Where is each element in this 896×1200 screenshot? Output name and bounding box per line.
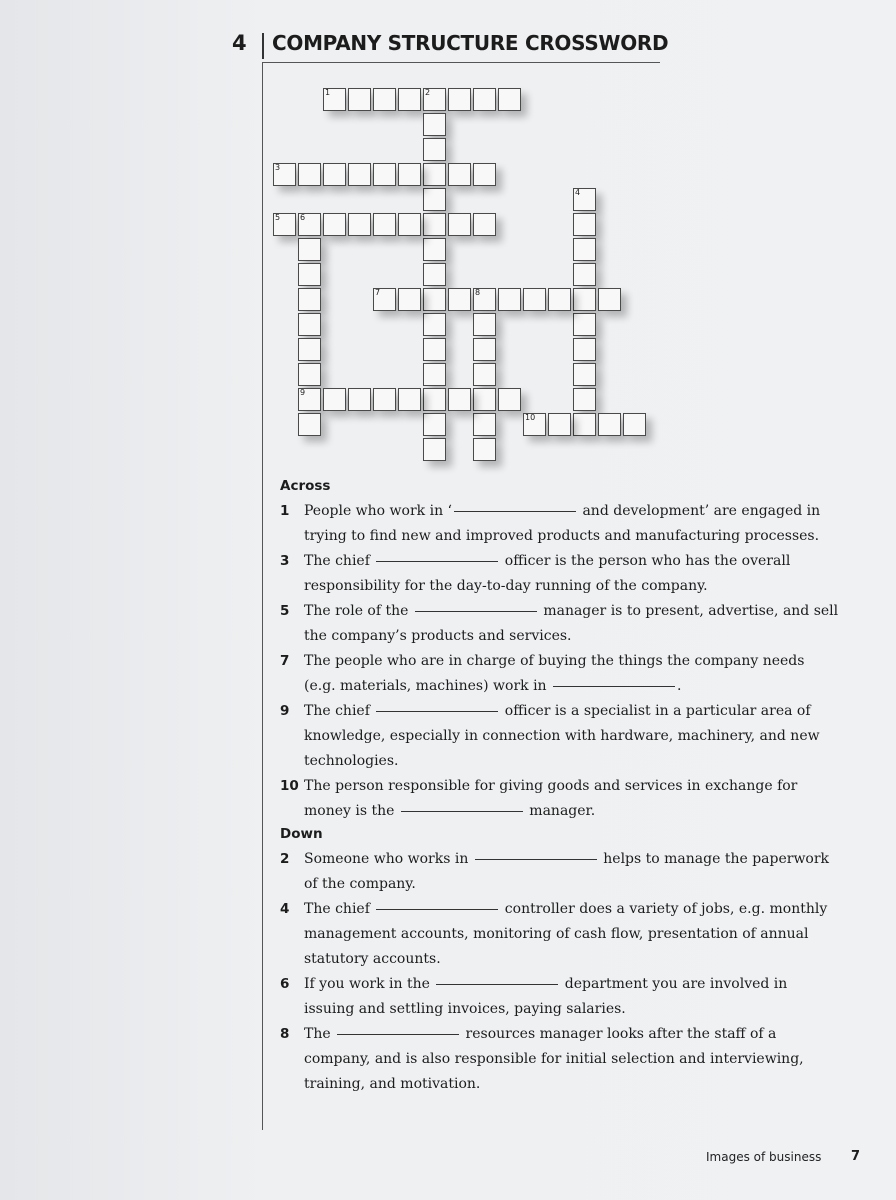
clue-item (280, 499, 840, 549)
crossword-cell[interactable] (498, 388, 521, 411)
crossword-cell[interactable] (373, 388, 396, 411)
crossword-cell[interactable] (423, 313, 446, 336)
answer-blank[interactable] (401, 810, 523, 812)
crossword-cell[interactable] (423, 163, 446, 186)
crossword-cell[interactable] (298, 288, 321, 311)
clue-item (280, 897, 840, 972)
crossword-cell[interactable] (448, 163, 471, 186)
clue-number: 7 (280, 653, 290, 669)
clue-number: 1 (280, 503, 290, 519)
crossword-cell[interactable] (373, 163, 396, 186)
clue-number-label: 3 (275, 163, 281, 172)
crossword-cell[interactable] (423, 88, 446, 111)
crossword-cell[interactable] (573, 313, 596, 336)
crossword-cell[interactable] (473, 388, 496, 411)
crossword-cell[interactable] (423, 188, 446, 211)
crossword-cell[interactable] (298, 413, 321, 436)
crossword-cell[interactable] (598, 288, 621, 311)
clue-text-before-blank: Someone who works in (304, 851, 473, 867)
answer-blank[interactable] (415, 610, 537, 612)
crossword-cell[interactable] (323, 88, 346, 111)
clue-text-before-blank: The (304, 1026, 336, 1042)
crossword-cell[interactable] (423, 113, 446, 136)
crossword-cell[interactable] (573, 363, 596, 386)
across-clue-list (280, 499, 840, 824)
clue-number: 3 (280, 553, 290, 569)
crossword-grid (0, 0, 896, 470)
clue-text-after-blank: officer is the person who has the overall responsibility for the day-to-day running of the company. (304, 553, 791, 594)
answer-blank[interactable] (376, 908, 498, 910)
crossword-cell[interactable] (573, 188, 596, 211)
crossword-cell[interactable] (473, 438, 496, 461)
across-heading: Across (280, 478, 331, 494)
crossword-cell[interactable] (373, 213, 396, 236)
clue-item (280, 549, 840, 599)
clue-number-label: 4 (575, 188, 581, 197)
crossword-cell[interactable] (398, 288, 421, 311)
crossword-cell[interactable] (423, 438, 446, 461)
crossword-cell[interactable] (573, 413, 596, 436)
crossword-cell[interactable] (423, 388, 446, 411)
crossword-cell[interactable] (398, 163, 421, 186)
answer-blank[interactable] (376, 710, 498, 712)
crossword-cell[interactable] (423, 288, 446, 311)
crossword-cell[interactable] (523, 413, 546, 436)
crossword-cell[interactable] (323, 388, 346, 411)
crossword-cell[interactable] (348, 88, 371, 111)
crossword-cell[interactable] (473, 313, 496, 336)
clue-number-label: 7 (375, 288, 381, 297)
crossword-cell[interactable] (473, 163, 496, 186)
crossword-cell[interactable] (423, 213, 446, 236)
crossword-cell[interactable] (348, 388, 371, 411)
crossword-cell[interactable] (623, 413, 646, 436)
footer-section-title: Images of business (706, 1150, 822, 1164)
clue-number: 2 (280, 851, 290, 867)
crossword-cell[interactable] (348, 163, 371, 186)
clue-number-label: 2 (425, 88, 431, 97)
clue-item (280, 599, 840, 649)
crossword-cell[interactable] (298, 388, 321, 411)
crossword-cell[interactable] (573, 338, 596, 361)
clue-item (280, 649, 840, 699)
clue-text-after-blank: . (677, 678, 682, 694)
crossword-cell[interactable] (323, 163, 346, 186)
clue-text-after-blank: officer is a specialist in a particular area of knowledge, especially in connection with hardware, machinery, and new technologies. (304, 703, 820, 769)
crossword-cell[interactable] (423, 238, 446, 261)
crossword-cell[interactable] (298, 238, 321, 261)
clue-number: 10 (280, 778, 299, 794)
clue-number: 9 (280, 703, 290, 719)
crossword-cell[interactable] (573, 213, 596, 236)
down-heading: Down (280, 826, 323, 842)
crossword-cell[interactable] (573, 263, 596, 286)
crossword-cell[interactable] (273, 213, 296, 236)
clue-number-label: 1 (325, 88, 331, 97)
answer-blank[interactable] (475, 858, 597, 860)
clue-text-before-blank: The people who are in charge of buying the things the company needs (e.g. materials, machines) work in (304, 653, 805, 694)
crossword-cell[interactable] (548, 288, 571, 311)
crossword-cell[interactable] (298, 163, 321, 186)
crossword-cell[interactable] (448, 88, 471, 111)
crossword-cell[interactable] (298, 313, 321, 336)
crossword-cell[interactable] (548, 413, 571, 436)
clue-text-before-blank: The chief (304, 703, 375, 719)
crossword-cell[interactable] (273, 163, 296, 186)
clue-item (280, 1022, 840, 1097)
crossword-cell[interactable] (398, 88, 421, 111)
crossword-cell[interactable] (423, 338, 446, 361)
crossword-cell[interactable] (423, 363, 446, 386)
clue-number-label: 8 (475, 288, 481, 297)
crossword-cell[interactable] (573, 388, 596, 411)
crossword-cell[interactable] (473, 213, 496, 236)
clue-number: 8 (280, 1026, 290, 1042)
crossword-cell[interactable] (398, 213, 421, 236)
crossword-cell[interactable] (448, 288, 471, 311)
clue-number: 5 (280, 603, 290, 619)
clue-text-before-blank: The role of the (304, 603, 413, 619)
clue-text-after-blank: manager is to present, advertise, and sell the company’s products and services. (304, 603, 839, 644)
clue-text-before-blank: The person responsible for giving goods and services in exchange for money is the (304, 778, 798, 819)
crossword-cell[interactable] (423, 138, 446, 161)
clue-text-before-blank: If you work in the (304, 976, 435, 992)
crossword-cell[interactable] (348, 213, 371, 236)
crossword-cell[interactable] (298, 338, 321, 361)
crossword-cell[interactable] (448, 388, 471, 411)
crossword-cell[interactable] (423, 413, 446, 436)
answer-blank[interactable] (553, 685, 675, 687)
clue-item (280, 847, 840, 897)
clue-number: 4 (280, 901, 290, 917)
crossword-cell[interactable] (523, 288, 546, 311)
clues-section (280, 478, 840, 1097)
crossword-cell[interactable] (298, 263, 321, 286)
clue-item (280, 972, 840, 1022)
down-clue-list (280, 847, 840, 1097)
crossword-cell[interactable] (473, 288, 496, 311)
clue-number-label: 5 (275, 213, 281, 222)
page-title: COMPANY STRUCTURE CROSSWORD (272, 31, 669, 55)
crossword-cell[interactable] (373, 288, 396, 311)
crossword-cell[interactable] (573, 288, 596, 311)
answer-blank[interactable] (376, 560, 498, 562)
answer-blank[interactable] (436, 983, 558, 985)
clue-text-after-blank: and development’ are engaged in trying to find new and improved products and manufacturing processes. (304, 503, 821, 544)
crossword-cell[interactable] (598, 413, 621, 436)
crossword-cell[interactable] (423, 263, 446, 286)
crossword-cell[interactable] (298, 363, 321, 386)
crossword-cell[interactable] (473, 363, 496, 386)
answer-blank[interactable] (337, 1033, 459, 1035)
crossword-cell[interactable] (323, 213, 346, 236)
clue-text-before-blank: People who work in ‘ (304, 503, 452, 519)
clue-text-before-blank: The chief (304, 901, 375, 917)
crossword-cell[interactable] (473, 413, 496, 436)
section-number: 4 (232, 31, 247, 55)
answer-blank[interactable] (454, 510, 576, 512)
clue-number-label: 9 (300, 388, 306, 397)
crossword-cell[interactable] (498, 288, 521, 311)
crossword-cell[interactable] (448, 213, 471, 236)
clue-text-after-blank: manager. (524, 803, 596, 819)
page-number: 7 (851, 1149, 861, 1164)
clue-item (280, 699, 840, 774)
clue-text-after-blank: department you are involved in issuing and settling invoices, paying salaries. (304, 976, 788, 1017)
crossword-cell[interactable] (573, 238, 596, 261)
crossword-cell[interactable] (473, 338, 496, 361)
clue-number-label: 10 (525, 413, 536, 422)
clue-text-after-blank: controller does a variety of jobs, e.g. monthly management accounts, monitoring of cash flow, presentation of annual statutory accounts. (304, 901, 828, 967)
clue-text-after-blank: helps to manage the paperwork of the company. (304, 851, 830, 892)
crossword-cell[interactable] (298, 213, 321, 236)
clue-item (280, 774, 840, 824)
clue-number: 6 (280, 976, 290, 992)
clue-number-label: 6 (300, 213, 306, 222)
crossword-cell[interactable] (498, 88, 521, 111)
clue-text-after-blank: resources manager looks after the staff of a company, and is also responsible for initial selection and interviewing, training, and motivation. (304, 1026, 804, 1092)
crossword-cell[interactable] (373, 88, 396, 111)
crossword-cell[interactable] (473, 88, 496, 111)
crossword-cell[interactable] (398, 388, 421, 411)
clue-text-before-blank: The chief (304, 553, 375, 569)
